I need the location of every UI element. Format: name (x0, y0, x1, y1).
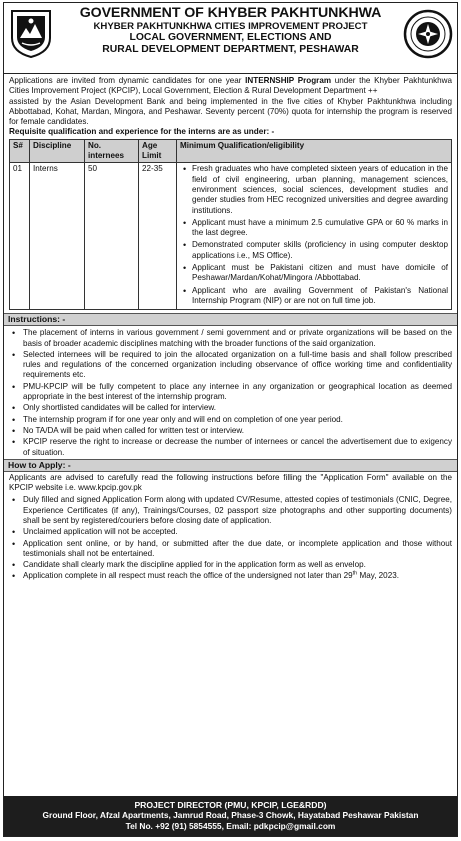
cell-sno: 01 (10, 163, 30, 310)
kp-government-logo-icon (8, 8, 54, 58)
list-item: • Fresh graduates who have completed sixteen years of education in the field of civil engineering, urban planning, management sciences, environment sciences, social sciences, development studies and gender studies from HEC recognized universities and degree awarding institutions. (192, 164, 448, 215)
qualification-table (9, 139, 452, 310)
deadline-text: Application complete in all respect must reach the office of the undersigned not later than 29 (23, 571, 353, 581)
footer-director: PROJECT DIRECTOR (PMU, KPCIP, LGE&RDD) (134, 800, 327, 810)
advertisement-page (3, 2, 458, 837)
department-line-2: RURAL DEVELOPMENT DEPARTMENT, PESHAWAR (102, 43, 359, 55)
department-seal-icon (403, 7, 453, 61)
requisite-heading: Requisite qualification and experience for the interns are as under: - (9, 127, 275, 137)
header-text (56, 5, 405, 55)
header (4, 3, 457, 74)
instructions-list (9, 328, 452, 458)
list-item: • The placement of interns in various government / semi government and or private organizations will be based on the basis of broader academic disciplines matching with the broader functions of the said organization. (23, 328, 452, 349)
internship-program-label: INTERNSHIP Program (245, 76, 332, 85)
list-item: • Application sent online, or by hand, or submitted after the due date, or incomplete application and those without testimonials shall not be entertained. (23, 539, 452, 560)
table-header-row (10, 139, 452, 163)
list-item: • Candidate shall clearly mark the discipline applied for in the application form as well as envelop. (23, 560, 452, 570)
deadline-suffix: th (352, 570, 358, 577)
how-to-apply-intro: Applicants are advised to carefully read the following instructions before filling the "Application Form" available on the KPCIP website i.e. www.kpcip.gov.pk (9, 472, 452, 493)
cell-qualification (177, 163, 452, 310)
list-item: • PMU-KPCIP will be fully competent to place any internee in any organization or geographical location as deemed appropriate in the best interest of the internship program. (23, 382, 452, 403)
list-item: • Applicant must be Pakistani citizen and must have domicile of Peshawar/Mardan/Kohat/Mingora /Abbottabad. (192, 263, 448, 284)
intro-text-1: Applications are invited from dynamic candidates for one year (9, 76, 246, 85)
header-internees: No. internees (85, 139, 139, 163)
cell-age-limit: 22-35 (139, 163, 177, 310)
header-age-limit: Age Limit (139, 139, 177, 163)
how-to-apply-heading: How to Apply: - (4, 459, 457, 472)
content (4, 74, 457, 582)
footer-contact: Tel No. +92 (91) 5854555, Email: pdkpcip@gmail.com (125, 820, 336, 831)
list-item: • Demonstrated computer skills (proficiency in using computer desktop applications i.e., MS Office). (192, 240, 448, 261)
list-item: • No TA/DA will be paid when called for written test or interview. (23, 426, 452, 436)
list-item: • Duly filled and signed Application Form along with updated CV/Resume, attested copies of testimonials (CNIC, Degree, Experience Certificates (if any), Trainings/Courses, 02 passport size photographs and other supporting documents) shall be sent by registered/couriers before closing date of application. (23, 495, 452, 526)
qualification-list (180, 164, 448, 306)
project-title: KHYBER PAKHTUNKHWA CITIES IMPROVEMENT PROJECT (93, 21, 368, 32)
list-item: • Only shortlisted candidates will be called for interview. (23, 403, 452, 413)
list-item: • The internship program if for one year only and will end on completion of one year period. (23, 415, 452, 425)
intro-paragraph (9, 76, 452, 97)
deadline-date: May, 2023. (357, 571, 399, 581)
cell-internees: 50 (85, 163, 139, 310)
list-item: • Applicant must have a minimum 2.5 cumulative GPA or 60 % marks in the last degree. (192, 218, 448, 239)
list-item: • Selected internees will be required to join the allocated organization on a full-time basis and shall follow prescribed rules and regulations of the concerned organization including observance of office working time and confidentiality requirements etc. (23, 350, 452, 381)
footer-address: Ground Floor, Afzal Apartments, Jamrud Road, Phase-3 Chowk, Hayatabad Peshawar Pakistan (42, 810, 419, 821)
intro-text-2: under the Khyber Pakhtunkhwa Cities Improvement Project (KPCIP), Local Government, Election & Rural Development Department ++ (9, 76, 453, 96)
header-qualification: Minimum Qualification/eligibility (177, 139, 452, 163)
header-discipline: Discipline (30, 139, 85, 163)
department-line-1: LOCAL GOVERNMENT, ELECTIONS AND (129, 32, 332, 43)
table-row (10, 163, 452, 310)
list-item: • Unclaimed application will not be accepted. (23, 527, 452, 537)
footer (4, 796, 457, 836)
header-sno: S# (10, 139, 30, 163)
how-to-apply-list (9, 495, 452, 581)
list-item (23, 571, 452, 581)
list-item: • Applicant who are availing Government of Pakistan's National Internship Program (NIP) or are not on full time job. (192, 286, 448, 307)
cell-discipline: Interns (30, 163, 85, 310)
government-title: GOVERNMENT OF KHYBER PAKHTUNKHWA (79, 5, 382, 21)
list-item: • KPCIP reserve the right to increase or decrease the number of internees or cancel the advertisement due to exigency of situation. (23, 437, 452, 458)
intro-paragraph-2: assisted by the Asian Development Bank and being implemented in the five cities of Khyber Pakhtunkhwa including Abbottabad, Kohat, Mardan, Mingora, and Peshawar. Seventy percent (70%) quota for internship the program is reserved for female candidates. (9, 96, 452, 127)
instructions-heading: Instructions: - (4, 313, 457, 326)
